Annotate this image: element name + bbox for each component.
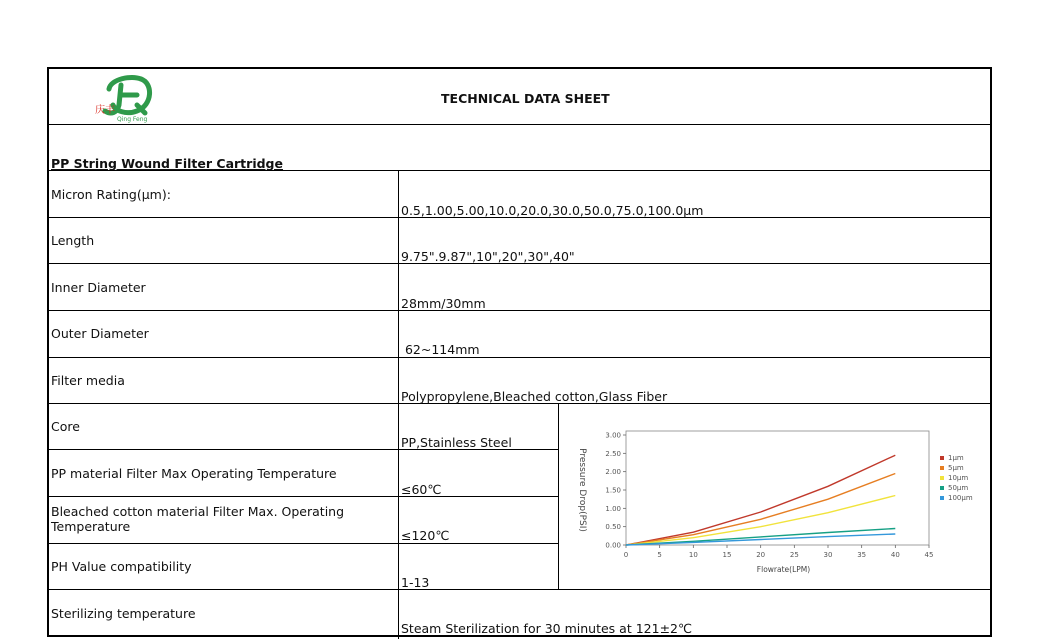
logo-en-text: Qing Feng <box>117 116 148 123</box>
x-tick-label: 0 <box>623 551 629 559</box>
y-tick-label: 3.00 <box>605 431 621 440</box>
row-label: Micron Rating(μm): <box>51 187 171 202</box>
y-tick-label: 2.50 <box>605 449 621 458</box>
row-value: Steam Sterilization for 30 minutes at 121±2℃ <box>401 621 693 636</box>
row-value: Polypropylene,Bleached cotton,Glass Fiber <box>401 389 668 404</box>
x-tick-label: 10 <box>688 551 698 559</box>
row-value: PP,Stainless Steel <box>401 435 512 450</box>
series-line-5μm <box>626 474 895 546</box>
legend-swatch <box>940 496 944 500</box>
legend-label: 1μm <box>948 454 964 462</box>
row-label: PH Value compatibility <box>51 559 192 574</box>
pressure-drop-chart <box>560 405 990 588</box>
row-label: Length <box>51 233 95 248</box>
row-label: PP material Filter Max Operating Temperature <box>51 466 337 481</box>
x-tick-label: 20 <box>756 551 766 559</box>
legend-swatch <box>940 456 944 460</box>
row-label: Core <box>51 419 80 434</box>
x-axis-label: Flowrate(LPM) <box>756 565 811 574</box>
legend-label: 100μm <box>948 494 973 502</box>
data-sheet <box>47 67 992 637</box>
legend-swatch <box>940 486 944 490</box>
y-axis-label: Pressure Drop(PSI) <box>577 448 587 532</box>
page-title: TECHNICAL DATA SHEET <box>441 91 610 106</box>
x-tick-label: 40 <box>890 551 900 559</box>
x-tick-label: 25 <box>789 551 799 559</box>
row-value: ≤120℃ <box>401 528 450 543</box>
y-tick-label: 1.00 <box>605 504 621 513</box>
legend-swatch <box>940 466 944 470</box>
row-value: 62~114mm <box>401 342 480 357</box>
row-value: 1-13 <box>401 575 430 590</box>
legend-label: 10μm <box>948 474 969 482</box>
row-label: Filter media <box>51 373 125 388</box>
y-tick-label: 2.00 <box>605 468 621 477</box>
row-label: Bleached cotton material Filter Max. Operating Temperature <box>51 504 345 534</box>
x-tick-label: 15 <box>722 551 732 559</box>
row-label: Sterilizing temperature <box>51 606 196 621</box>
row-value: 9.75".9.87",10",20",30",40" <box>401 249 575 264</box>
row-value: 28mm/30mm <box>401 296 486 311</box>
x-tick-label: 45 <box>924 551 934 559</box>
legend-label: 5μm <box>948 464 964 472</box>
product-title: PP String Wound Filter Cartridge <box>51 156 283 171</box>
logo-cn-text: 庆丰 <box>95 105 115 116</box>
plot-frame <box>626 431 929 545</box>
legend-swatch <box>940 476 944 480</box>
row-label: Outer Diameter <box>51 326 149 341</box>
y-tick-label: 1.50 <box>605 486 621 495</box>
x-tick-label: 30 <box>823 551 833 559</box>
x-tick-label: 35 <box>857 551 867 559</box>
y-tick-label: 0.00 <box>605 541 621 550</box>
legend-label: 50μm <box>948 484 969 492</box>
x-tick-label: 5 <box>657 551 662 559</box>
row-value: 0.5,1.00,5.00,10.0,20.0,30.0,50.0,75.0,100.0μm <box>401 203 704 218</box>
row-label: Inner Diameter <box>51 280 146 295</box>
row-value: ≤60℃ <box>401 482 442 497</box>
y-tick-label: 0.50 <box>605 523 621 532</box>
qingfeng-logo <box>71 71 171 123</box>
